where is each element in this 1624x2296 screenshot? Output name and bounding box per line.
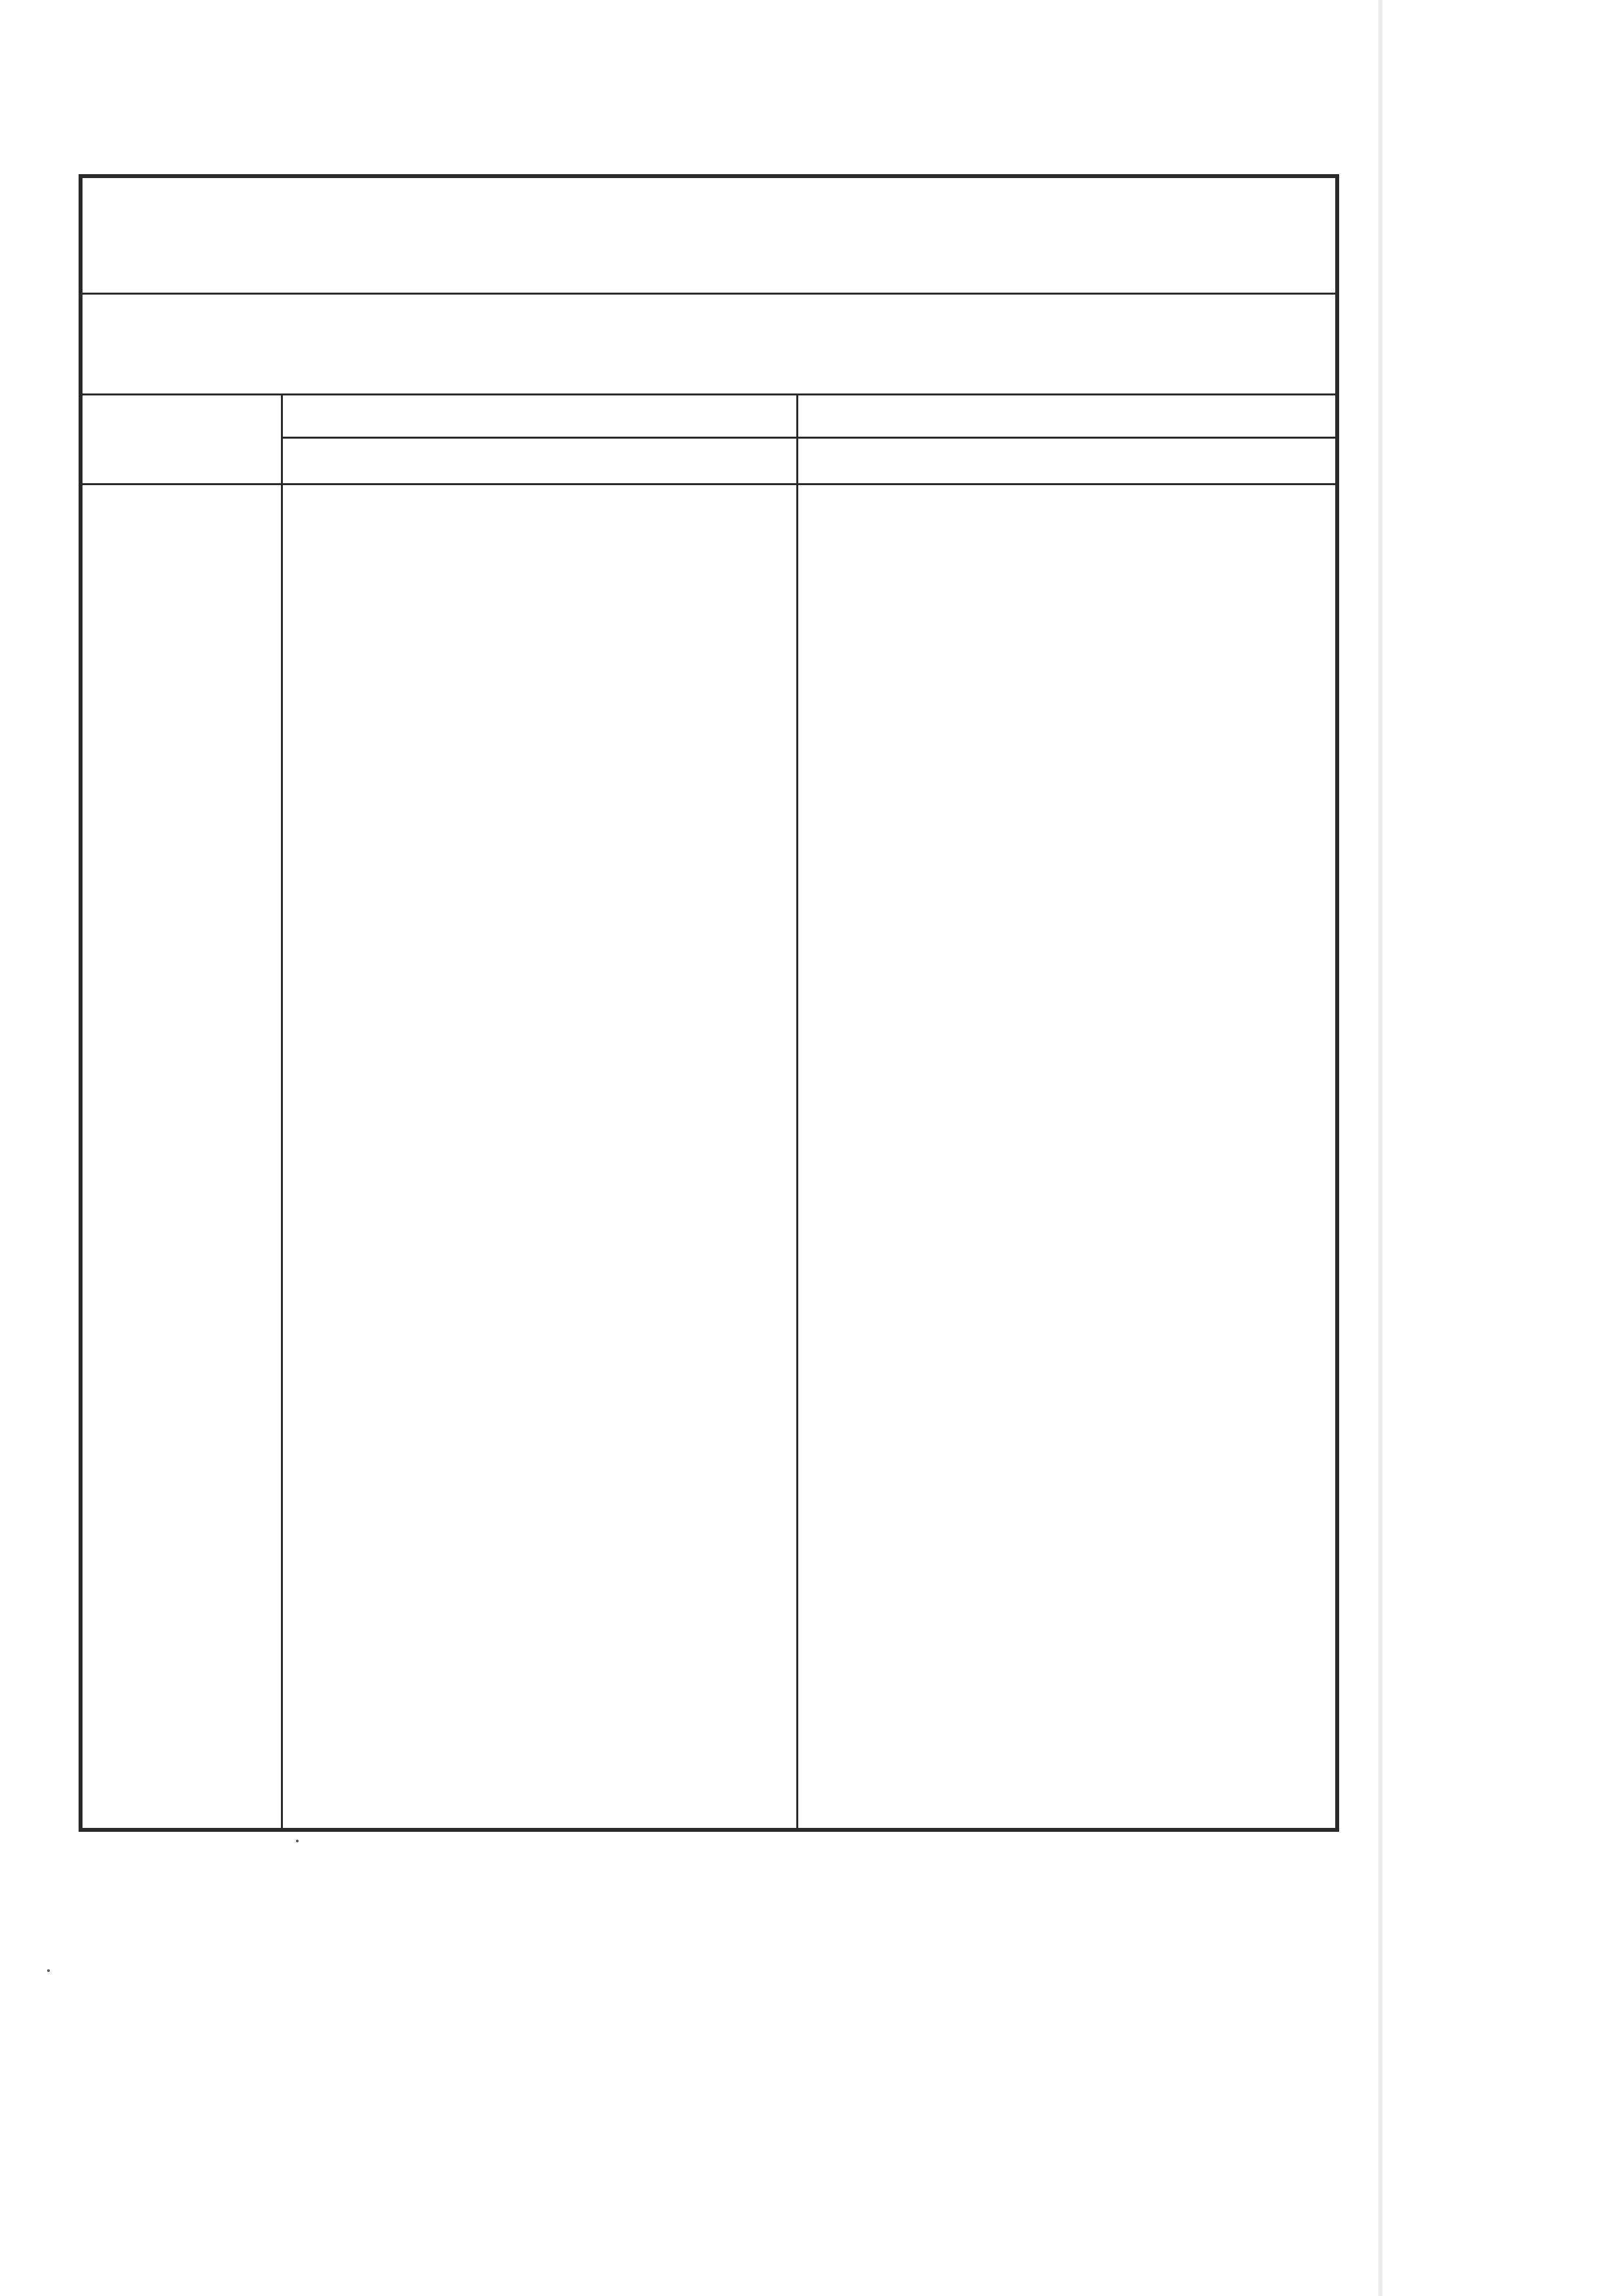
- scan-speck: [47, 1969, 50, 1972]
- column-divider: [796, 393, 798, 1828]
- form-title-row: [83, 178, 1335, 295]
- form-subtitle-row: [83, 293, 1335, 395]
- license-form: [79, 174, 1339, 1832]
- change-record-table: [83, 393, 1335, 1828]
- header-bottom-line: [83, 483, 1335, 485]
- scan-speck: [296, 1840, 299, 1842]
- header-split-line: [281, 437, 1335, 439]
- scan-edge: [1378, 0, 1382, 2296]
- column-divider: [281, 393, 283, 1828]
